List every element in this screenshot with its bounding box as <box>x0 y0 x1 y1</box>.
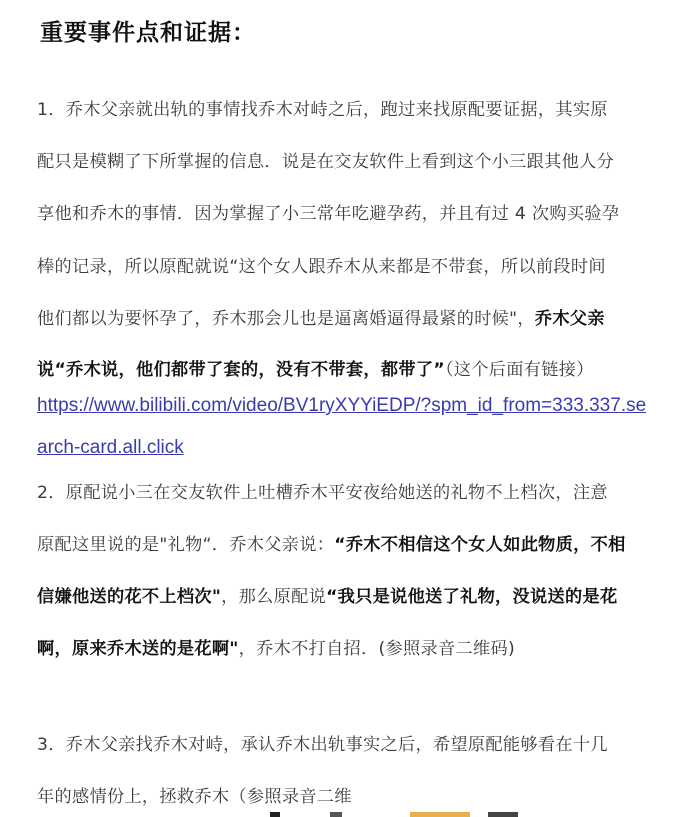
paragraph-2-line <box>37 478 608 503</box>
image-fragment <box>410 812 470 817</box>
paragraph-1-line <box>37 355 594 380</box>
paragraph-1-line <box>37 95 608 120</box>
text: 2．原配说小三在交友软件上吐槽乔木平安夜给她送的礼物不上档次，注意 <box>37 483 608 503</box>
paragraph-1-line <box>37 147 614 172</box>
page-title: 重要事件点和证据： <box>40 20 256 46</box>
bold-text: 乔木父亲 <box>534 309 605 329</box>
image-fragment <box>270 812 280 817</box>
text: ，乔木不打自招．(参照录音二维码) <box>238 639 515 659</box>
bold-text: 说“乔木说，他们都带了套的，没有不带套，都带了” <box>37 360 445 380</box>
text: 棒的记录，所以原配就说“这个女人跟乔木从来都是不带套，所以前段时间 <box>37 257 606 277</box>
text: 配只是模糊了下所掌握的信息．说是在交友软件上看到这个小三跟其他人分 <box>37 152 615 172</box>
bilibili-link[interactable]: https://www.bilibili.com/video/BV1ryXYYiEDP/?spm_id_from=333.337.se <box>37 395 647 416</box>
bilibili-link[interactable]: arch-card.all.click <box>37 437 184 458</box>
text: 原配这里说的是"礼物“．乔木父亲说： <box>37 535 335 555</box>
bold-text: “乔木不相信这个女人如此物质，不相 <box>334 535 626 555</box>
paragraph-3-line <box>37 730 608 755</box>
paragraph-1-line <box>37 304 605 329</box>
text: 年的感情份上，拯救乔木（参照录音二维 <box>37 787 352 807</box>
text: 1．乔木父亲就出轨的事情找乔木对峙之后，跑过来找原配要证据，其实原 <box>37 100 608 120</box>
paragraph-2-line <box>37 582 617 607</box>
paragraph-2-line <box>37 634 515 659</box>
image-fragment <box>330 812 342 817</box>
bold-text: “我只是说他送了礼物，没说送的是花 <box>326 587 618 607</box>
paragraph-2-line <box>37 530 626 555</box>
text: 3．乔木父亲找乔木对峙，承认乔木出轨事实之后，希望原配能够看在十几 <box>37 735 608 755</box>
text: 他们都以为要怀孕了，乔木那会儿也是逼离婚逼得最紧的时候"， <box>37 309 535 329</box>
paragraph-1-line <box>37 199 619 224</box>
text: 享他和乔木的事情．因为掌握了小三常年吃避孕药，并且有过 4 次购买验孕 <box>37 204 620 224</box>
paragraph-3-line <box>37 782 352 807</box>
bold-text: 信嫌他送的花不上档次" <box>37 587 222 607</box>
text: （这个后面有链接） <box>444 360 594 380</box>
image-fragment <box>488 812 518 817</box>
text: ，那么原配说 <box>221 587 327 607</box>
paragraph-1-line <box>37 252 606 277</box>
bold-text: 啊，原来乔木送的是花啊" <box>37 639 239 659</box>
